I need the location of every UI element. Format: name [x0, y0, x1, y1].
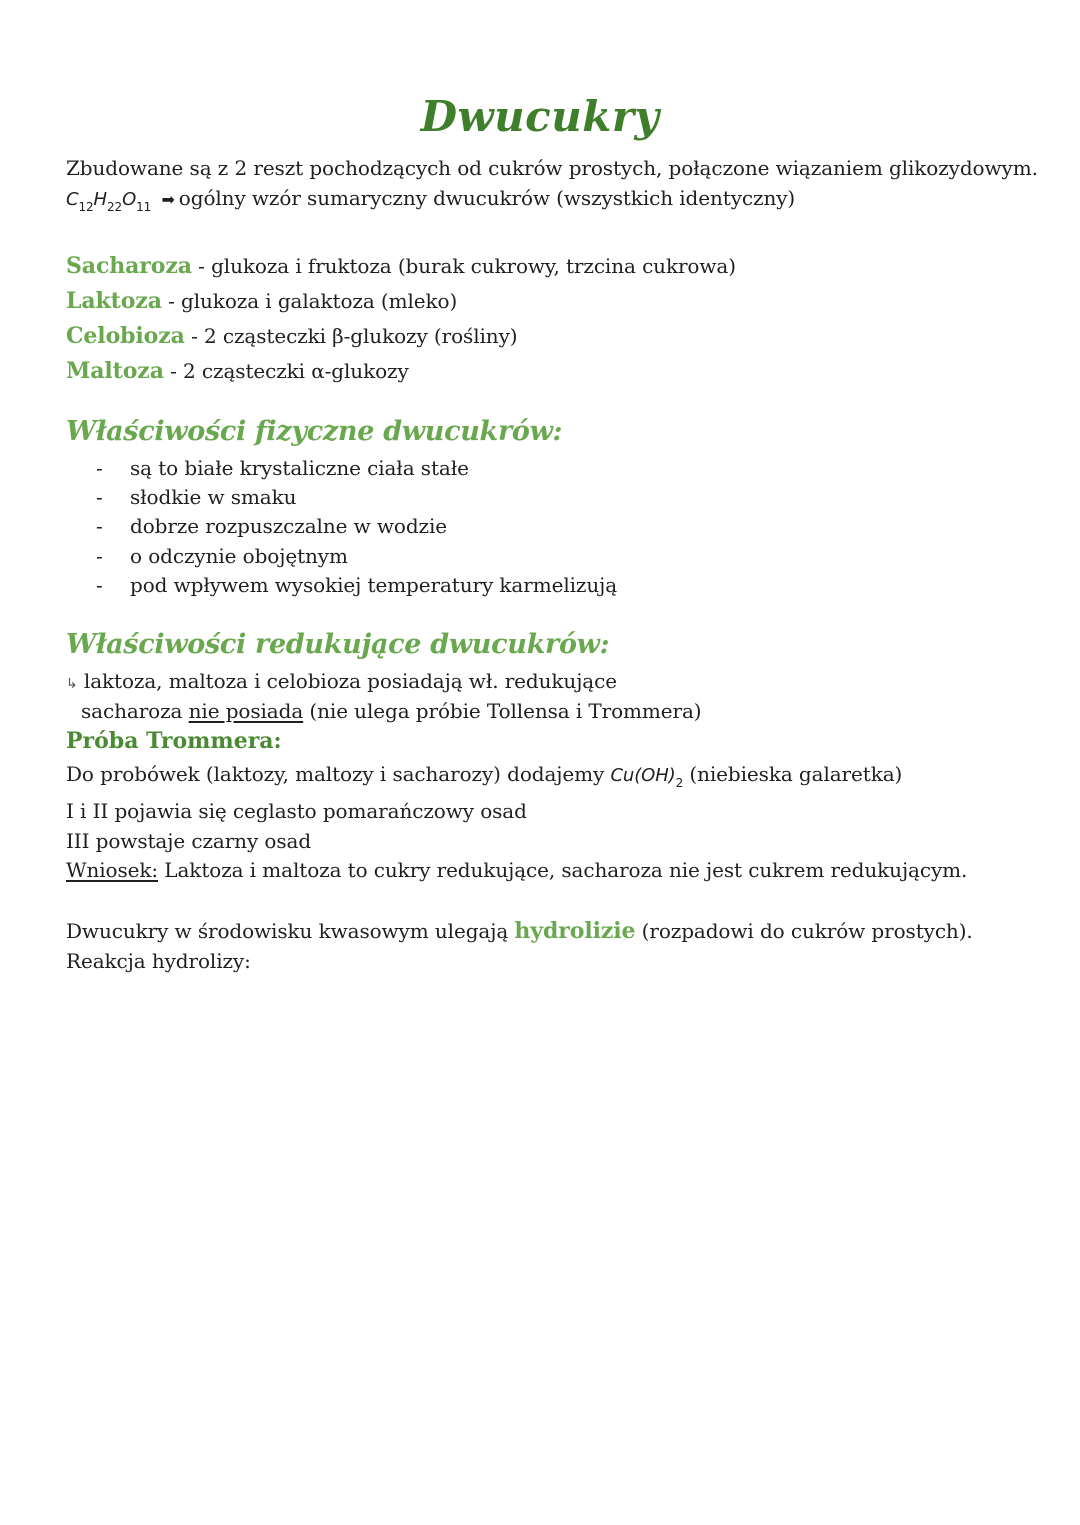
formula-description: ogólny wzór sumaryczny dwucukrów (wszystkich identyczny): [178, 186, 796, 210]
disaccharide-item-sacharoza: [66, 252, 736, 280]
underlined-text: nie posiada: [188, 699, 304, 723]
reducing-properties-heading: Właściwości redukujące dwucukrów:: [66, 629, 610, 660]
disaccharide-name: Maltoza: [66, 358, 164, 384]
hydrolysis-line: Dwucukry w środowisku kwasowym ulegają hydrolizie (rozpadowi do cukrów prostych).: [66, 918, 973, 944]
reducing-line-2: sacharoza nie posiada (nie ulega próbie Tollensa i Trommera): [81, 699, 702, 723]
intro-line: Zbudowane są z 2 reszt pochodzących od cukrów prostych, połączone wiązaniem glikozydowym.: [66, 156, 1038, 180]
physical-property-item: - dobrze rozpuszczalne w wodzie: [96, 514, 448, 538]
trommer-result-2: III powstaje czarny osad: [66, 829, 312, 853]
physical-property-item: - są to białe krystaliczne ciała stałe: [96, 456, 469, 480]
trommer-test-heading: Próba Trommera:: [66, 728, 282, 754]
disaccharide-name: Sacharoza: [66, 253, 192, 279]
right-arrow-icon: ➡: [161, 190, 175, 209]
disaccharide-desc: - 2 cząsteczki α-glukozy: [163, 359, 409, 383]
physical-property-item: - pod wpływem wysokiej temperatury karmelizują: [96, 573, 618, 597]
formula-line: [66, 184, 795, 221]
conclusion-label: Wniosek:: [66, 858, 159, 882]
disaccharide-desc: - glukoza i fruktoza (burak cukrowy, trzcina cukrowa): [191, 254, 736, 278]
page-title: Dwucukry: [420, 92, 660, 141]
hydrolysis-highlight: hydrolizie: [514, 918, 636, 944]
reducing-line-1: ↳ laktoza, maltoza i celobioza posiadają wł. redukujące: [66, 669, 617, 693]
hydrolysis-reaction-label: Reakcja hydrolizy:: [66, 949, 251, 973]
reagent-formula: $Cu(OH)_2$: [610, 765, 684, 790]
trommer-procedure: Do probówek (laktozy, maltozy i sacharozy) dodajemy $Cu(OH)_2$ (niebieska galaretka): [66, 762, 903, 790]
trommer-conclusion: Wniosek: Laktoza i maltoza to cukry redukujące, sacharoza nie jest cukrem redukującym.: [66, 858, 968, 882]
trommer-result-1: I i II pojawia się ceglasto pomarańczowy osad: [66, 799, 527, 823]
disaccharide-item-laktoza: [66, 287, 457, 315]
return-arrow-icon: ↳: [66, 676, 78, 692]
disaccharide-item-celobioza: [66, 322, 517, 350]
disaccharide-desc: - 2 cząsteczki β-glukozy (rośliny): [184, 324, 518, 348]
disaccharide-name: Laktoza: [66, 288, 162, 314]
general-formula: $C_{12}H_{22}O_{11}$: [66, 189, 152, 214]
physical-property-item: - słodkie w smaku: [96, 485, 297, 509]
physical-property-item: - o odczynie obojętnym: [96, 544, 348, 568]
disaccharide-name: Celobioza: [66, 323, 185, 349]
physical-properties-heading: Właściwości fizyczne dwucukrów:: [66, 416, 563, 447]
disaccharide-item-maltoza: [66, 357, 409, 385]
disaccharide-desc: - glukoza i galaktoza (mleko): [161, 289, 458, 313]
